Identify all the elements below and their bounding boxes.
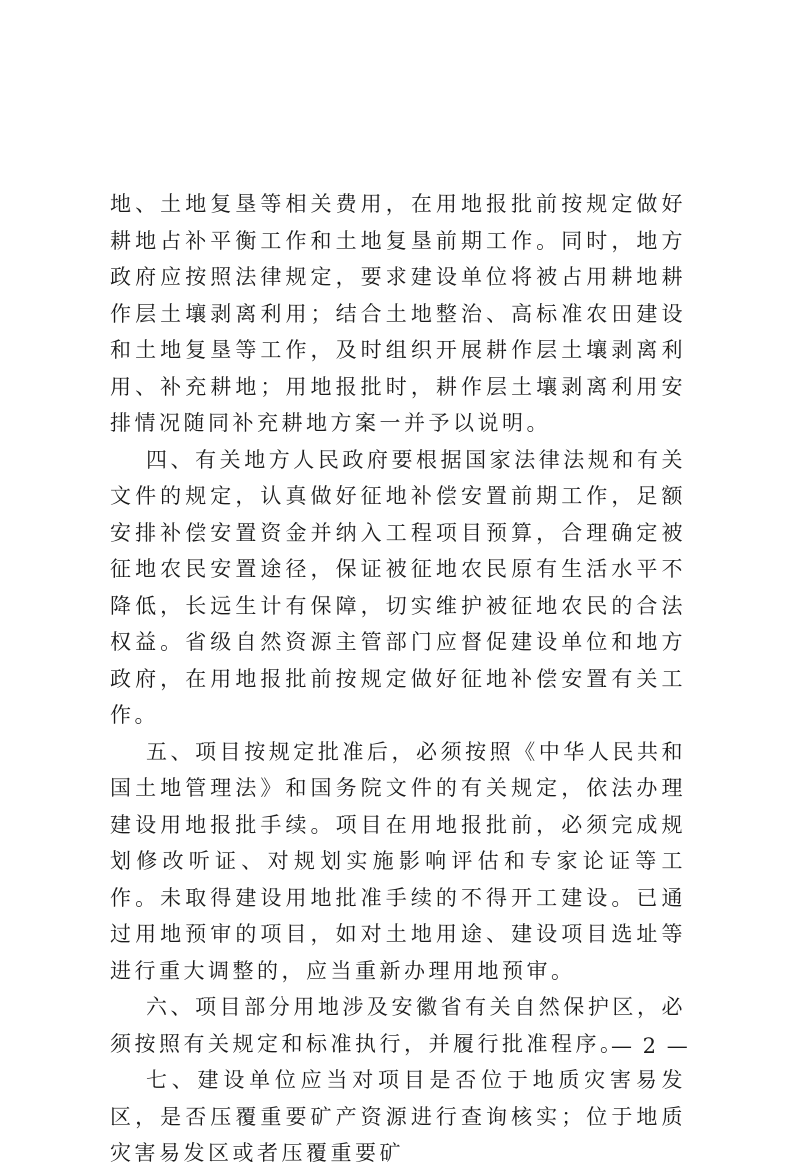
page-number: — 2 — — [611, 1034, 690, 1058]
paragraph-item-5: 五、项目按规定批准后，必须按照《中华人民共和国土地管理法》和国务院文件的有关规定，依法办理建设用地报批手续。项目在用地报批前，必须完成规划修改听证、对规划实施影响评估和专家论证等工作。未取得建设用地批准手续的不得开工建设。已通过用地预审的项目，如对土地用途、建设项目选址等进行重大调整的，应当重新办理用地预审。 — [110, 739, 686, 983]
paragraph-item-4: 四、有关地方人民政府要根据国家法律法规和有关文件的规定，认真做好征地补偿安置前期工作，足额安排补偿安置资金并纳入工程项目预算，合理确定被征地农民安置途径，保证被征地农民原有生活水平不降低，长远生计有保障，切实维护被征地农民的合法权益。省级自然资源主管部门应督促建设单位和地方政府，在用地报批前按规定做好征地补偿安置有关工作。 — [110, 447, 686, 727]
body-text — [110, 186, 686, 1172]
paragraph-continuation: 地、土地复垦等相关费用，在用地报批前按规定做好耕地占补平衡工作和土地复垦前期工作。同时，地方政府应按照法律规定，要求建设单位将被占用耕地耕作层土壤剥离利用；结合土地整治、高标准农田建设和土地复垦等工作，及时组织开展耕作层土壤剥离利用、补充耕地；用地报批时，耕作层土壤剥离利用安排情况随同补充耕地方案一并予以说明。 — [110, 192, 686, 435]
paragraph-item-7: 七、建设单位应当对项目是否位于地质灾害易发区，是否压覆重要矿产资源进行查询核实；位于地质灾害易发区或者压覆重要矿 — [110, 1068, 686, 1165]
paragraph-item-6: 六、项目部分用地涉及安徽省有关自然保护区，必须按照有关规定和标准执行，并履行批准程序。 — [110, 995, 686, 1056]
